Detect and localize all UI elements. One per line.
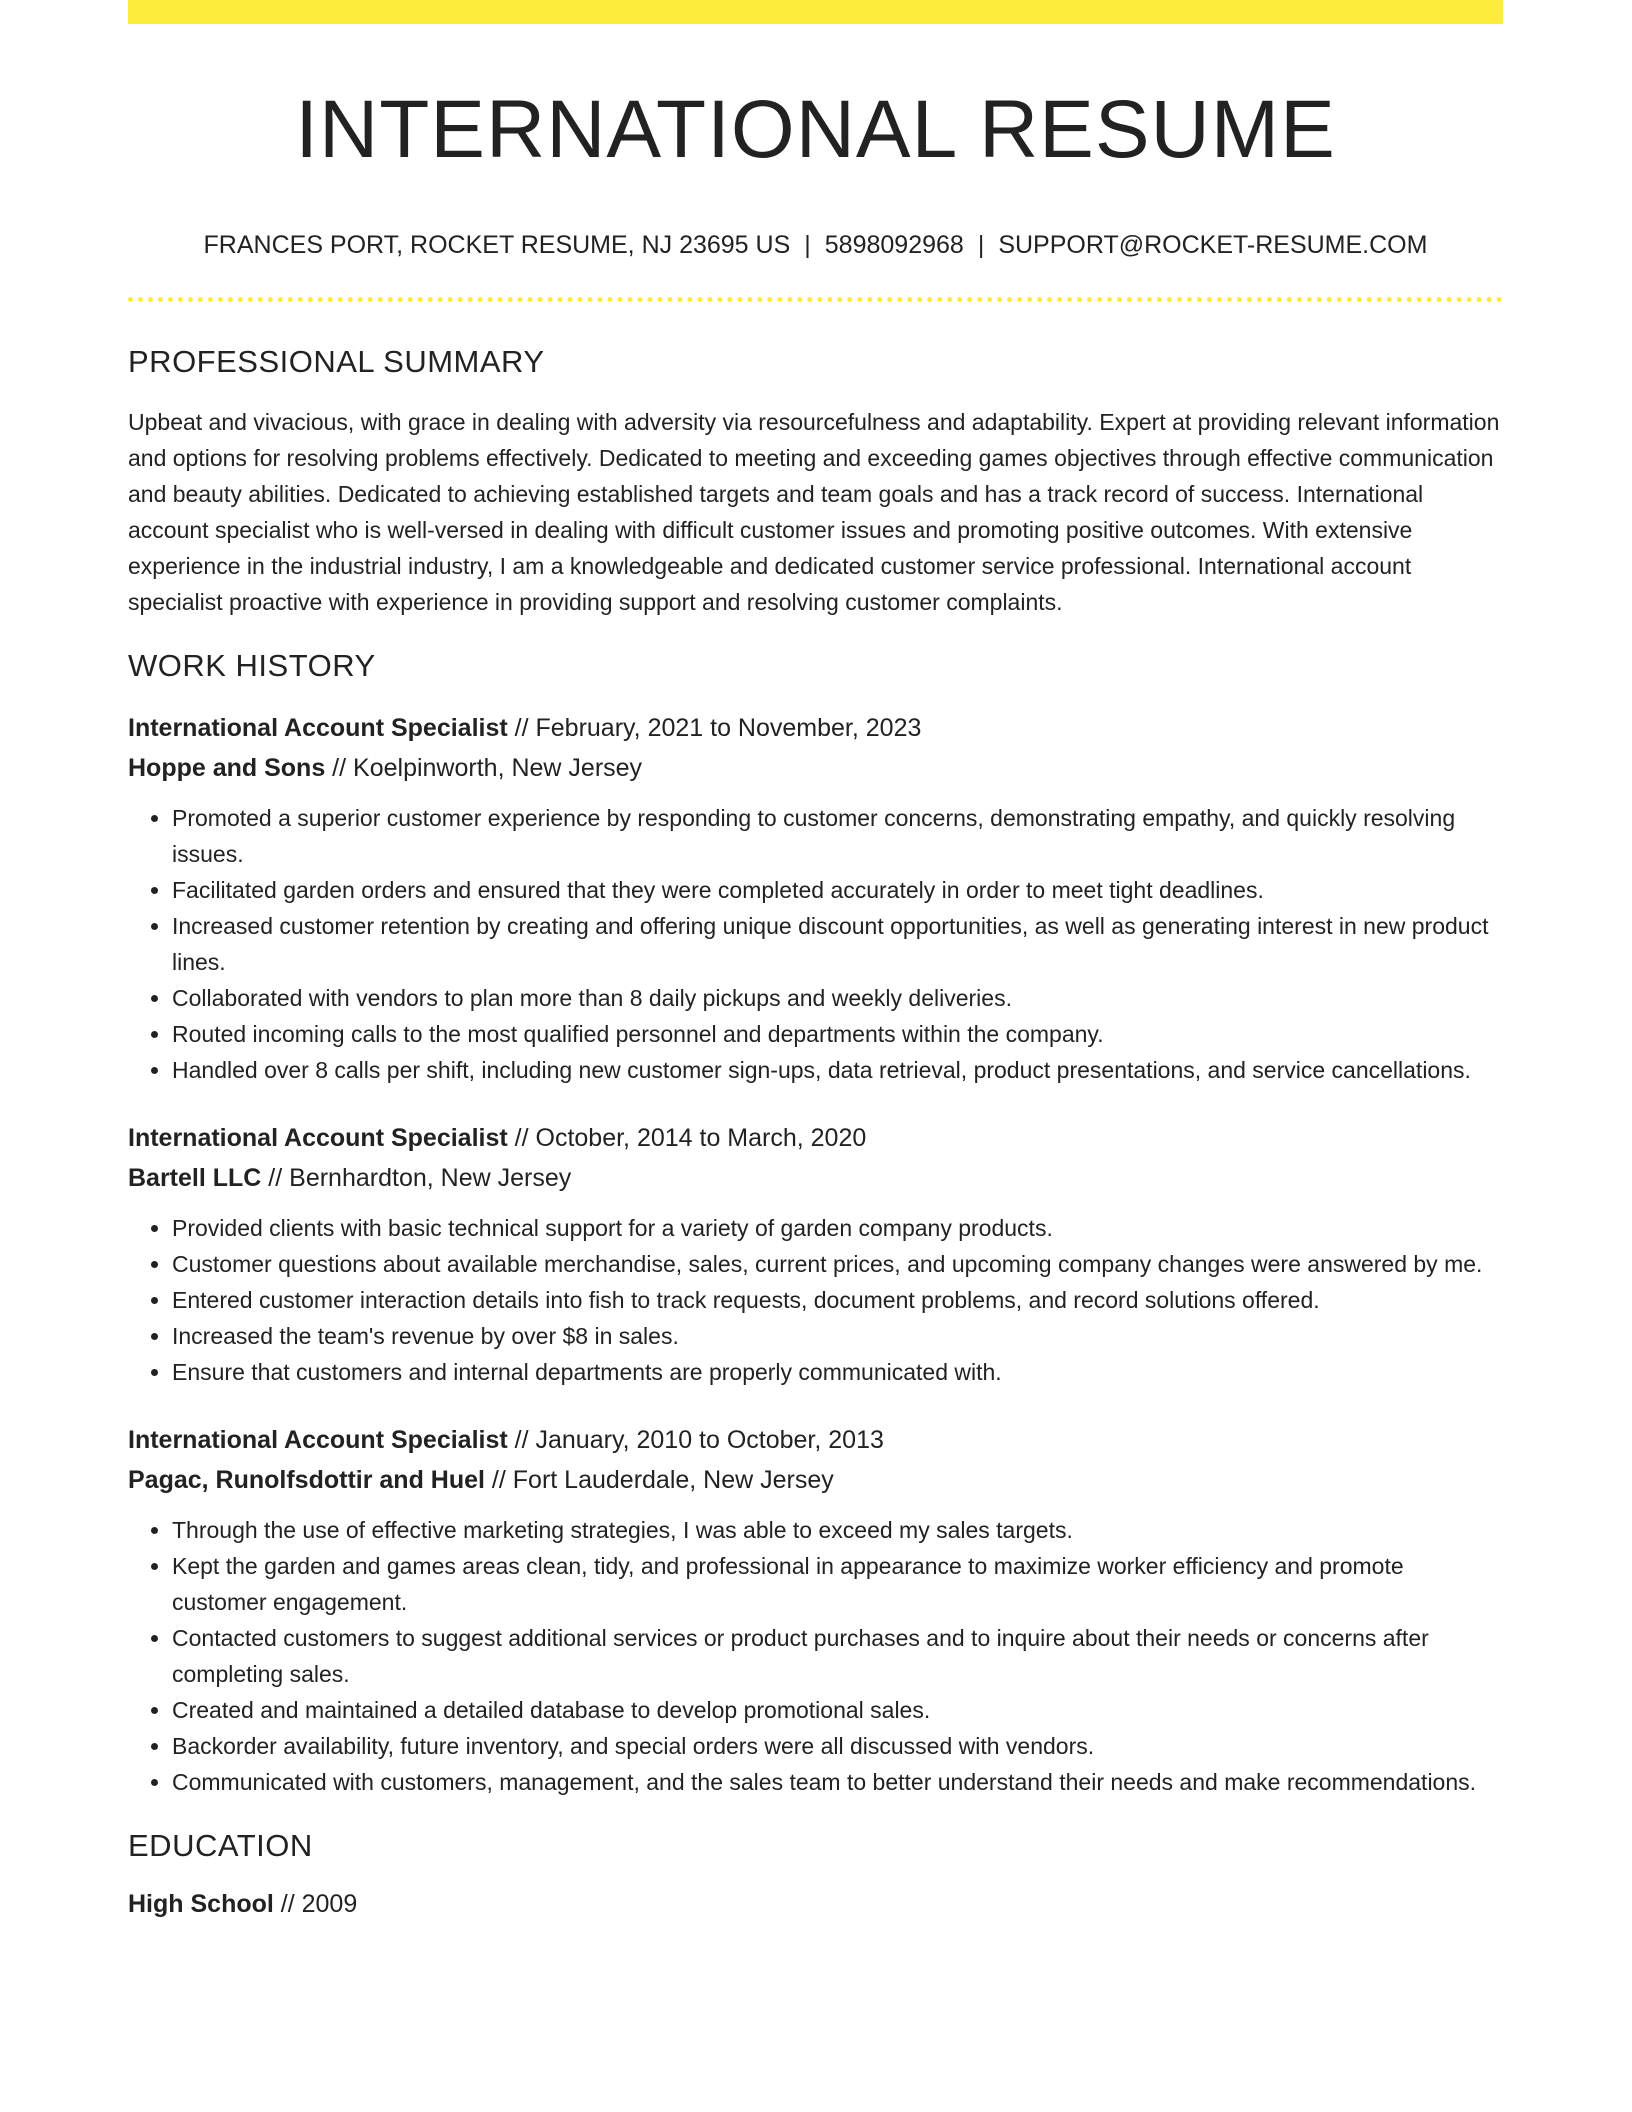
list-item: • Increased customer retention by creating and offering unique discount opportunities, as well as generating interest in new product lines. (172, 908, 1503, 980)
education-year: 2009 (301, 1890, 358, 1918)
job-location: Bernhardton, New Jersey (289, 1164, 572, 1192)
job-company-line (128, 1158, 1503, 1198)
job-role: International Account Specialist (128, 1124, 508, 1152)
job-title-line (128, 1420, 1503, 1460)
job-company: Pagac, Runolfsdottir and Huel (128, 1466, 485, 1494)
list-item: • Contacted customers to suggest additional services or product purchases and to inquire about their needs or concerns after completing sales. (172, 1620, 1503, 1692)
resume-name: INTERNATIONAL RESUME (295, 84, 1336, 175)
job-divider: // (325, 754, 354, 782)
job-divider: // (261, 1164, 290, 1192)
job-company: Bartell LLC (128, 1164, 262, 1192)
list-item: • Backorder availability, future inventory, and special orders were all discussed with vendors. (172, 1728, 1503, 1764)
contact-separator: | (804, 231, 811, 259)
list-item: • Handled over 8 calls per shift, including new customer sign-ups, data retrieval, product presentations, and service cancellations. (172, 1052, 1503, 1088)
list-item: • Ensure that customers and internal departments are properly communicated with. (172, 1354, 1503, 1390)
list-item: • Created and maintained a detailed database to develop promotional sales. (172, 1692, 1503, 1728)
contact-email: SUPPORT@ROCKET-RESUME.COM (998, 231, 1428, 259)
job-dates: January, 2010 to October, 2013 (535, 1426, 884, 1454)
education-degree: High School (128, 1890, 274, 1918)
job-entry (128, 1420, 1503, 1800)
summary-heading: PROFESSIONAL SUMMARY (128, 344, 545, 379)
contact-line (128, 230, 1503, 260)
job-company-line (128, 748, 1503, 788)
job-entry (128, 1118, 1503, 1390)
job-location: Fort Lauderdale, New Jersey (512, 1466, 834, 1494)
contact-separator: | (977, 231, 985, 259)
list-item: • Kept the garden and games areas clean, tidy, and professional in appearance to maximize worker efficiency and promote customer engagement. (172, 1548, 1503, 1620)
job-divider: // (507, 1124, 536, 1152)
education-heading: EDUCATION (128, 1828, 313, 1863)
job-bullets (128, 800, 1503, 1088)
job-location: Koelpinworth, New Jersey (353, 754, 643, 782)
job-dates: October, 2014 to March, 2020 (535, 1124, 867, 1152)
resume-content (128, 0, 1503, 1924)
education-entry (128, 1884, 1503, 1924)
list-item: • Provided clients with basic technical support for a variety of garden company products. (172, 1210, 1503, 1246)
work-history-heading: WORK HISTORY (128, 648, 376, 683)
job-bullets (128, 1512, 1503, 1800)
job-divider: // (484, 1466, 513, 1494)
list-item: • Through the use of effective marketing strategies, I was able to exceed my sales targets. (172, 1512, 1503, 1548)
job-role: International Account Specialist (128, 714, 508, 742)
list-item: • Customer questions about available merchandise, sales, current prices, and upcoming company changes were answered by me. (172, 1246, 1503, 1282)
contact-address: FRANCES PORT, ROCKET RESUME, NJ 23695 US (203, 231, 791, 259)
job-company-line (128, 1460, 1503, 1500)
list-item: • Promoted a superior customer experience by responding to customer concerns, demonstrating empathy, and quickly resolving issues. (172, 800, 1503, 872)
job-divider: // (507, 1426, 536, 1454)
job-dates: February, 2021 to November, 2023 (535, 714, 922, 742)
list-item: • Facilitated garden orders and ensured that they were completed accurately in order to meet tight deadlines. (172, 872, 1503, 908)
list-item: • Routed incoming calls to the most qualified personnel and departments within the company. (172, 1016, 1503, 1052)
list-item: • Increased the team's revenue by over $8 in sales. (172, 1318, 1503, 1354)
contact-phone: 5898092968 (824, 231, 964, 259)
job-title-line (128, 1118, 1503, 1158)
job-title-line (128, 708, 1503, 748)
dotted-divider (128, 297, 1503, 302)
list-item: • Communicated with customers, management, and the sales team to better understand their needs and make recommendations. (172, 1764, 1503, 1800)
list-item: • Entered customer interaction details into fish to track requests, document problems, and record solutions offered. (172, 1282, 1503, 1318)
job-bullets (128, 1210, 1503, 1390)
job-divider: // (507, 714, 536, 742)
summary-text: Upbeat and vivacious, with grace in dealing with adversity via resourcefulness and adaptability. Expert at providing relevant information and options for resolving problems effectively. Dedicated to meeting and exceeding games objectives through effective communication and beauty abilities. Dedicated to achieving established targets and team goals and has a track record of success. International account specialist who is well-versed in dealing with difficult customer issues and promoting positive outcomes. With extensive experience in the industrial industry, I am a knowledgeable and dedicated customer service professional. International account specialist proactive with experience in providing support and resolving customer complaints. (128, 409, 1500, 615)
job-role: International Account Specialist (128, 1426, 508, 1454)
job-entry (128, 708, 1503, 1088)
education-divider: // (273, 1890, 302, 1918)
list-item: • Collaborated with vendors to plan more than 8 daily pickups and weekly deliveries. (172, 980, 1503, 1016)
job-company: Hoppe and Sons (128, 754, 326, 782)
